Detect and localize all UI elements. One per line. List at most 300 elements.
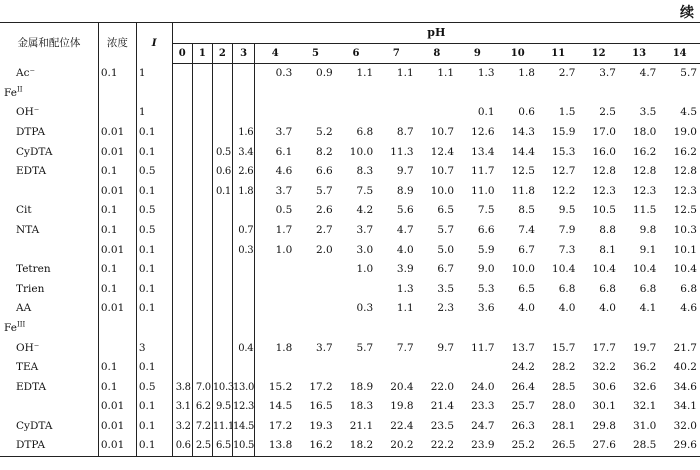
ionic-strength-cell: 0.1 — [136, 417, 172, 437]
ph-value-cell: 0.5 — [212, 143, 232, 163]
ligand-label: AA — [0, 299, 98, 319]
ionic-strength-cell: 0.1 — [136, 123, 172, 143]
ph-value-cell: 4.6 — [275, 165, 293, 178]
ph-value-cell — [376, 358, 416, 378]
ph-value-cell: 1.0 — [356, 263, 374, 276]
ph-value-cell: 16.5 — [309, 400, 333, 413]
ph-value-cell — [417, 319, 457, 339]
ph-value-cell: 5.2 — [316, 125, 333, 138]
ph-value-cell — [212, 103, 232, 123]
ph-value-cell — [255, 319, 295, 339]
ph-value-cell: 0.9 — [316, 67, 333, 80]
ionic-strength-cell: 0.5 — [136, 201, 172, 221]
ph-value-cell: 5.7 — [316, 184, 333, 197]
ph-value-cell — [578, 84, 618, 104]
ph-value-cell — [212, 221, 232, 241]
ligand-label: OH⁻ — [0, 339, 98, 359]
ph-value-cell — [192, 182, 212, 202]
ph-value-cell: 12.2 — [552, 184, 576, 197]
ph-value-cell — [212, 241, 232, 261]
ph-value-cell — [212, 260, 232, 280]
ph-value-cell — [192, 221, 212, 241]
ph-value-cell: 1.1 — [356, 67, 374, 80]
ionic-strength-cell: 1 — [136, 103, 172, 123]
ph-value-cell — [336, 84, 376, 104]
table-row — [0, 84, 700, 104]
ph-value-cell: 11.0 — [471, 184, 495, 197]
ph-value-cell: 16.2 — [295, 436, 335, 456]
ph-value-cell — [172, 201, 192, 221]
ph-value-cell: 8.9 — [396, 184, 414, 197]
concentration-cell — [98, 319, 136, 339]
ph-value-cell: 12.3 — [632, 184, 657, 197]
ph-value-cell: 24.2 — [511, 361, 535, 374]
ph-value-cell: 1.1 — [396, 302, 414, 315]
ph-value-cell: 2.5 — [192, 436, 212, 456]
ph-value-cell: 0.6 — [518, 106, 535, 119]
ph-value-cell — [295, 84, 335, 104]
ph-value-cell: 1.0 — [275, 243, 293, 256]
ph-value-cell — [172, 260, 192, 280]
ligand-label — [0, 397, 98, 417]
ph-value-cell: 26.5 — [538, 436, 578, 456]
ph-value-cell: 8.8 — [599, 223, 616, 236]
ph-value-cell: 10.1 — [673, 243, 697, 256]
ph-value-cell — [172, 280, 192, 300]
ph-value-cell: 0.1 — [212, 182, 232, 202]
header-ph: pH — [172, 23, 700, 44]
ph-value-cell: 21.1 — [349, 419, 374, 432]
ph-value-cell: 6.8 — [680, 282, 697, 295]
ph-value-cell: 28.5 — [552, 380, 576, 393]
ph-value-cell: 15.3 — [552, 145, 576, 158]
ph-value-cell: 21.4 — [430, 400, 455, 413]
ph-value-cell: 9.5 — [212, 397, 232, 417]
ph-value-cell: 4.7 — [396, 223, 414, 236]
table-row — [0, 339, 700, 359]
ph-header-cell: 4 — [255, 43, 295, 64]
ph-value-cell: 2.5 — [599, 106, 616, 119]
ionic-strength-cell — [136, 84, 172, 104]
ph-value-cell — [232, 319, 254, 339]
ph-value-cell: 11.5 — [632, 204, 657, 217]
ph-header-cell: 2 — [212, 43, 232, 64]
ligand-label: Tetren — [0, 260, 98, 280]
concentration-cell: 0.01 — [98, 417, 136, 437]
ph-value-cell — [192, 143, 212, 163]
ph-value-cell: 2.0 — [316, 243, 333, 256]
ph-value-cell: 15.9 — [552, 125, 576, 138]
ph-value-cell — [457, 84, 497, 104]
ph-value-cell: 4.0 — [599, 302, 616, 315]
ph-value-cell — [232, 260, 254, 280]
ph-value-cell — [212, 299, 232, 319]
ph-value-cell: 5.7 — [680, 67, 697, 80]
ph-value-cell: 0.7 — [232, 221, 254, 241]
ph-value-cell: 11.7 — [471, 341, 495, 354]
ionic-strength-cell: 0.1 — [136, 436, 172, 456]
ph-value-cell: 13.7 — [511, 341, 535, 354]
ph-header-cell: 13 — [619, 43, 659, 64]
ph-value-cell — [336, 358, 376, 378]
ph-value-cell: 12.4 — [430, 145, 455, 158]
ph-value-cell — [172, 103, 192, 123]
ph-value-cell — [295, 280, 335, 300]
ph-value-cell: 4.7 — [639, 67, 657, 80]
ph-value-cell: 3.4 — [232, 143, 254, 163]
ligand-label: EDTA — [0, 162, 98, 182]
table-row — [0, 319, 700, 339]
metal-label: $Fe^{II}$ — [0, 84, 98, 104]
ph-value-cell — [619, 84, 659, 104]
ph-value-cell: 11.8 — [511, 184, 535, 197]
ph-value-cell: 10.4 — [592, 263, 616, 276]
ph-value-cell — [232, 299, 254, 319]
ph-value-cell: 0.3 — [232, 241, 254, 261]
concentration-cell: 0.1 — [98, 64, 136, 84]
ph-value-cell — [376, 103, 416, 123]
ph-value-cell: 10.5 — [592, 204, 616, 217]
ionic-strength-cell: 0.1 — [136, 260, 172, 280]
ph-value-cell: 6.1 — [275, 145, 293, 158]
ph-value-cell: 19.8 — [390, 400, 414, 413]
ph-value-cell: 4.0 — [518, 302, 535, 315]
ligand-label: Trien — [0, 280, 98, 300]
concentration-cell: 0.01 — [98, 143, 136, 163]
ph-value-cell: 14.5 — [268, 400, 293, 413]
ph-value-cell: 2.6 — [232, 162, 254, 182]
table-row — [0, 182, 700, 202]
ph-value-cell — [578, 319, 618, 339]
ph-value-cell: 10.7 — [430, 125, 455, 138]
ionic-strength-cell: 0.5 — [136, 378, 172, 398]
ph-value-cell — [192, 358, 212, 378]
ph-header-cell: 8 — [417, 43, 457, 64]
ph-value-cell: 2.6 — [316, 204, 333, 217]
ph-value-cell: 26.4 — [511, 380, 535, 393]
ph-value-cell: 6.2 — [192, 397, 212, 417]
table-row — [0, 201, 700, 221]
ph-value-cell: 1.1 — [396, 67, 414, 80]
ph-header-cell: 5 — [295, 43, 335, 64]
ph-value-cell — [232, 103, 254, 123]
ph-value-cell — [659, 84, 700, 104]
ph-value-cell: 29.8 — [592, 419, 616, 432]
ph-value-cell: 16.2 — [673, 145, 697, 158]
ph-value-cell: 2.3 — [437, 302, 455, 315]
ph-value-cell: 12.8 — [592, 165, 616, 178]
ph-value-cell: 12.5 — [511, 165, 535, 178]
table-row — [0, 260, 700, 280]
ph-value-cell — [295, 260, 335, 280]
ph-value-cell: 32.0 — [673, 419, 697, 432]
ph-value-cell: 12.3 — [673, 184, 697, 197]
ph-value-cell: 11.3 — [390, 145, 414, 158]
ph-header-cell: 11 — [538, 43, 578, 64]
ph-value-cell: 3.7 — [316, 341, 333, 354]
ph-value-cell — [457, 319, 497, 339]
ph-value-cell: 7.9 — [558, 223, 576, 236]
ionic-strength-cell: 0.1 — [136, 358, 172, 378]
ph-value-cell: 4.0 — [558, 302, 576, 315]
ph-value-cell — [232, 84, 254, 104]
header-concentration: 浓度 — [98, 23, 136, 64]
ph-value-cell: 30.6 — [592, 380, 616, 393]
ph-value-cell: 16.2 — [632, 145, 657, 158]
ph-value-cell: 10.0 — [430, 184, 455, 197]
ph-value-cell: 0.6 — [172, 436, 192, 456]
ph-value-cell: 10.7 — [430, 165, 455, 178]
ph-value-cell: 1.7 — [275, 223, 293, 236]
ph-value-cell: 2.7 — [316, 223, 333, 236]
ph-value-cell: 1.8 — [232, 182, 254, 202]
ligand-label: TEA — [0, 358, 98, 378]
ph-value-cell: 5.3 — [477, 282, 495, 295]
ph-value-cell: 2.7 — [558, 67, 576, 80]
ph-value-cell: 22.2 — [417, 436, 457, 456]
header-metal-ligand: 金属和配位体 — [0, 23, 98, 64]
ph-value-cell: 11.7 — [471, 165, 495, 178]
ph-value-cell: 5.9 — [477, 243, 495, 256]
ph-value-cell: 17.7 — [592, 341, 616, 354]
ionic-strength-cell — [136, 319, 172, 339]
table-row — [0, 64, 700, 84]
ph-value-cell: 3.9 — [396, 263, 414, 276]
ph-value-cell: 1.8 — [518, 67, 535, 80]
ph-value-cell: 28.2 — [552, 361, 576, 374]
ph-value-cell — [659, 319, 700, 339]
ph-value-cell — [255, 280, 295, 300]
ionic-strength-cell: 0.1 — [136, 280, 172, 300]
ph-value-cell: 0.5 — [275, 204, 293, 217]
ph-value-cell: 6.5 — [518, 282, 535, 295]
ph-value-cell: 22.0 — [430, 380, 455, 393]
ph-value-cell: 6.5 — [212, 436, 232, 456]
ph-value-cell: 3.7 — [275, 184, 293, 197]
ph-value-cell: 22.4 — [390, 419, 414, 432]
table-row — [0, 397, 700, 417]
ph-value-cell: 3.2 — [172, 417, 192, 437]
ph-value-cell: 7.3 — [558, 243, 576, 256]
ph-value-cell: 1.3 — [477, 67, 495, 80]
ph-value-cell: 3.1 — [172, 397, 192, 417]
ionic-strength-cell: 0.1 — [136, 241, 172, 261]
ph-value-cell — [212, 358, 232, 378]
ph-value-cell: 6.7 — [518, 243, 535, 256]
ph-value-cell: 6.8 — [639, 282, 657, 295]
ph-value-cell — [295, 103, 335, 123]
ph-value-cell: 9.7 — [437, 341, 455, 354]
ph-value-cell: 6.8 — [558, 282, 576, 295]
ph-value-cell: 19.3 — [309, 419, 333, 432]
ph-value-cell: 10.4 — [673, 263, 697, 276]
ph-header-cell: 12 — [578, 43, 618, 64]
ionic-strength-cell: 3 — [136, 339, 172, 359]
ph-value-cell — [538, 84, 578, 104]
ph-header-cell: 10 — [498, 43, 538, 64]
table-row — [0, 417, 700, 437]
ph-value-cell: 12.3 — [232, 397, 254, 417]
ph-value-cell — [212, 123, 232, 143]
ph-value-cell — [376, 84, 416, 104]
table-row — [0, 162, 700, 182]
ph-value-cell: 10.5 — [232, 436, 254, 456]
ligand-label: DTPA — [0, 436, 98, 456]
ph-value-cell — [255, 358, 295, 378]
ph-value-cell: 3.5 — [639, 106, 657, 119]
ph-value-cell — [192, 64, 212, 84]
ph-value-cell: 8.3 — [356, 165, 374, 178]
ligand-label: DTPA — [0, 123, 98, 143]
ph-value-cell: 10.4 — [552, 263, 576, 276]
concentration-cell: 0.1 — [98, 221, 136, 241]
ph-value-cell: 8.1 — [599, 243, 616, 256]
ph-value-cell: 0.3 — [356, 302, 374, 315]
ph-value-cell: 1.8 — [275, 341, 293, 354]
ph-value-cell — [172, 143, 192, 163]
ph-value-cell: 1.5 — [558, 106, 576, 119]
ph-value-cell — [172, 339, 192, 359]
ph-header-cell: 6 — [336, 43, 376, 64]
ph-value-cell: 13.4 — [471, 145, 495, 158]
ph-value-cell — [212, 201, 232, 221]
ph-value-cell: 6.5 — [437, 204, 455, 217]
ligand-label: CyDTA — [0, 143, 98, 163]
ph-value-cell: 6.6 — [316, 165, 333, 178]
ph-value-cell: 3.0 — [356, 243, 374, 256]
table-row — [0, 143, 700, 163]
ligand-label: EDTA — [0, 378, 98, 398]
ph-value-cell: 9.0 — [477, 263, 495, 276]
ligand-label: CyDTA — [0, 417, 98, 437]
ph-value-cell — [172, 319, 192, 339]
ph-value-cell: 28.5 — [619, 436, 659, 456]
ionic-strength-cell: 1 — [136, 64, 172, 84]
ph-value-cell — [172, 84, 192, 104]
concentration-cell — [98, 339, 136, 359]
ph-header-cell: 14 — [659, 43, 700, 64]
ph-value-cell: 17.0 — [592, 125, 616, 138]
ph-value-cell — [457, 358, 497, 378]
ph-value-cell: 10.4 — [632, 263, 657, 276]
ph-value-cell: 19.0 — [673, 125, 697, 138]
ph-value-cell: 32.2 — [592, 361, 616, 374]
ph-value-cell: 7.0 — [192, 378, 212, 398]
ph-value-cell: 11.1 — [212, 417, 232, 437]
ph-value-cell — [172, 241, 192, 261]
ph-value-cell — [192, 201, 212, 221]
ph-value-cell — [336, 103, 376, 123]
ph-header-cell: 0 — [172, 43, 192, 64]
table-row — [0, 221, 700, 241]
table-row — [0, 280, 700, 300]
ph-value-cell: 12.8 — [632, 165, 657, 178]
ph-value-cell: 3.5 — [437, 282, 455, 295]
ph-value-cell — [192, 339, 212, 359]
ph-value-cell: 6.7 — [437, 263, 455, 276]
ionic-strength-cell: 0.1 — [136, 397, 172, 417]
ph-value-cell — [295, 299, 335, 319]
ph-value-cell — [619, 319, 659, 339]
ph-value-cell: 0.4 — [232, 339, 254, 359]
ligand-label: Cit — [0, 201, 98, 221]
ph-value-cell: 12.7 — [552, 165, 576, 178]
ph-value-cell: 14.5 — [232, 417, 254, 437]
ionic-strength-cell: 0.5 — [136, 221, 172, 241]
ph-value-cell — [192, 162, 212, 182]
ph-value-cell: 21.7 — [673, 341, 697, 354]
ph-value-cell — [172, 182, 192, 202]
ph-value-cell: 15.7 — [552, 341, 576, 354]
ph-value-cell: 8.5 — [518, 204, 535, 217]
ph-value-cell — [172, 123, 192, 143]
table-row — [0, 358, 700, 378]
ionic-strength-cell: 0.5 — [136, 162, 172, 182]
table-body — [0, 64, 700, 457]
ph-value-cell — [255, 299, 295, 319]
ph-value-cell: 12.6 — [471, 125, 495, 138]
ph-value-cell: 4.6 — [680, 302, 697, 315]
ph-value-cell — [212, 84, 232, 104]
ph-value-cell — [538, 319, 578, 339]
ph-value-cell — [336, 319, 376, 339]
ph-value-cell: 10.3 — [673, 223, 697, 236]
concentration-cell: 0.01 — [98, 182, 136, 202]
ph-value-cell: 18.0 — [632, 125, 657, 138]
ph-value-cell: 20.2 — [376, 436, 416, 456]
concentration-cell: 0.1 — [98, 378, 136, 398]
ph-value-cell — [417, 84, 457, 104]
ph-value-cell: 4.1 — [639, 302, 657, 315]
ph-value-cell — [192, 319, 212, 339]
ph-value-cell: 3.7 — [356, 223, 374, 236]
ph-value-cell — [192, 123, 212, 143]
ph-value-cell: 0.6 — [212, 162, 232, 182]
ph-value-cell: 4.5 — [680, 106, 697, 119]
ph-value-cell: 9.8 — [639, 223, 657, 236]
ph-value-cell: 13.8 — [255, 436, 295, 456]
ph-value-cell: 7.2 — [192, 417, 212, 437]
ligand-label: OH⁻ — [0, 103, 98, 123]
ph-value-cell — [255, 103, 295, 123]
ph-value-cell: 0.1 — [477, 106, 495, 119]
ph-value-cell — [232, 201, 254, 221]
ph-value-cell: 4.0 — [396, 243, 414, 256]
ph-value-cell: 17.2 — [309, 380, 333, 393]
ph-value-cell: 40.2 — [673, 361, 697, 374]
ph-value-cell — [498, 84, 538, 104]
ph-value-cell: 5.7 — [437, 223, 455, 236]
ph-value-cell — [192, 103, 212, 123]
ph-value-cell — [192, 299, 212, 319]
ph-value-cell: 28.0 — [552, 400, 576, 413]
ph-value-cell — [212, 339, 232, 359]
ph-value-cell: 24.0 — [471, 380, 495, 393]
concentration-cell: 0.01 — [98, 123, 136, 143]
ph-value-cell — [417, 358, 457, 378]
ph-value-cell: 4.2 — [356, 204, 374, 217]
ph-value-cell — [172, 221, 192, 241]
ph-value-cell — [192, 260, 212, 280]
ph-value-cell: 27.6 — [578, 436, 618, 456]
ph-value-cell: 1.1 — [437, 67, 455, 80]
ph-value-cell: 13.0 — [232, 378, 254, 398]
ph-value-cell: 31.0 — [632, 419, 657, 432]
ph-header-cell: 3 — [232, 43, 254, 64]
ph-value-cell — [336, 280, 376, 300]
header-row — [0, 23, 700, 44]
ph-value-cell: 20.4 — [390, 380, 414, 393]
